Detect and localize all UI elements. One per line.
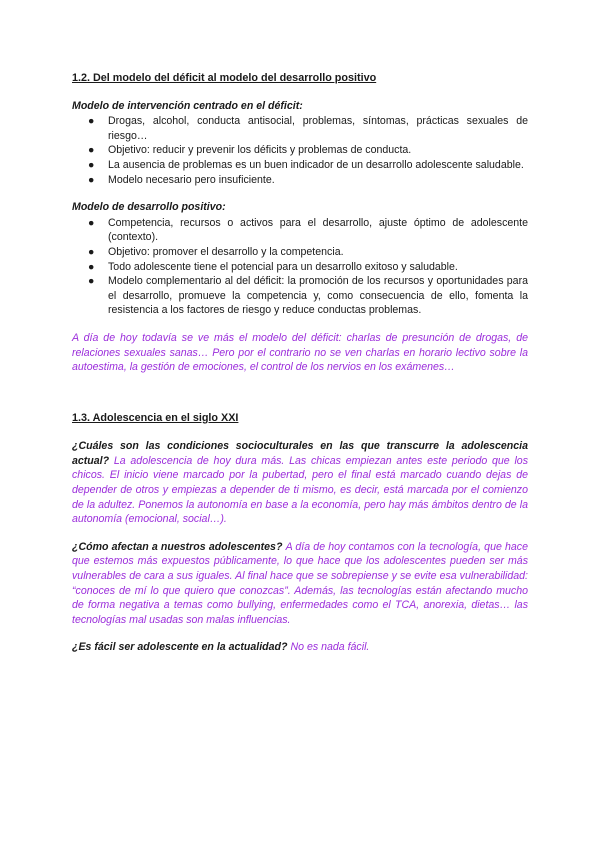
document-page [72, 71, 528, 655]
list-item: ● Drogas, alcohol, conducta antisocial, problemas, síntomas, prácticas sexuales de riesgo… [88, 115, 528, 142]
bullet-icon: ● [88, 275, 95, 288]
answer-text: La adolescencia de hoy dura más. Las chicas empiezan antes este periodo que los chicos. El inicio viene marcado por la pubertad, pero el final está marcado cuando dejas de depender de otros y empiezas a depender de ti mismo, es decir, está marcada por el comienzo de la adultez. Ponemos la autonomía en base a la economía, pero hay más ámbitos dentro de la autonomía (emocional, social…). [72, 454, 528, 526]
answer-text: No es nada fácil. [290, 641, 370, 654]
bullet-icon: ● [88, 245, 95, 258]
bullet-icon: ● [88, 260, 95, 273]
question-text: ¿Cuáles son las condiciones socioculturales en las que transcurre la adolescencia actual? [72, 440, 528, 467]
bullet-icon: ● [88, 173, 95, 186]
bullet-icon: ● [88, 144, 95, 157]
list-item: ● Objetivo: promover el desarrollo y la competencia. [88, 245, 344, 258]
deficit-comment: A día de hoy todavía se ve más el modelo del déficit: charlas de presunción de drogas, de relaciones sexuales sanas… Pero por el contrario no se ven charlas en horario lectivo sobre la autoestima, la gestión de emociones, el control de los nervios en los exámenes… [72, 331, 528, 374]
question-text: ¿Cómo afectan a nuestros adolescentes? [72, 540, 283, 553]
bullet-icon: ● [88, 158, 95, 171]
deficit-model-list [72, 114, 528, 187]
positive-model-list [72, 216, 528, 318]
qa-effects [72, 540, 528, 628]
list-item: ● Modelo complementario al del déficit: la promoción de los recursos y oportunidades para el desarrollo, promueve la competencia y, como consecuencia de ello, fomenta la resistencia a los factores de riesgo y reduce conductas problemas. [88, 275, 528, 317]
deficit-model-heading: Modelo de intervención centrado en el déficit: [72, 99, 303, 112]
list-item: ● Modelo necesario pero insuficiente. [88, 173, 275, 186]
list-item: ● La ausencia de problemas es un buen indicador de un desarrollo adolescente saludable. [88, 158, 524, 171]
answer-text: A día de hoy contamos con la tecnología, que hace que estemos más expuestos públicamente, lo que hace que los adolescentes pueden ser más vulnerables de cara a sus iguales. Al final hace que se sobrepiense y se evite esa vulnerabilidad: “conoces de mí lo que quiero que conozcas”. Además, las tecnologías están afectando mucho de forma negativa a temas como bullying, enfermedades como el TCA, anorexia, dietas… las tecnologías mal usadas son malas influencias. [72, 540, 528, 626]
list-item: ● Competencia, recursos o activos para el desarrollo, ajuste óptimo de adolescente (contexto). [88, 216, 528, 244]
positive-model-heading: Modelo de desarrollo positivo: [72, 201, 226, 214]
section-heading-1-3: 1.3. Adolescencia en el siglo XXI [72, 411, 239, 424]
list-item: ● Objetivo: reducir y prevenir los déficits y problemas de conducta. [88, 144, 412, 157]
bullet-icon: ● [88, 115, 95, 128]
list-item: ● Todo adolescente tiene el potencial para un desarrollo exitoso y saludable. [88, 260, 458, 273]
question-text: ¿Es fácil ser adolescente en la actualidad? [72, 641, 288, 654]
section-heading-1-2: 1.2. Del modelo del déficit al modelo del desarrollo positivo [72, 72, 377, 84]
bullet-icon: ● [88, 216, 95, 229]
qa-is-easy [72, 640, 528, 655]
qa-conditions [72, 439, 528, 527]
